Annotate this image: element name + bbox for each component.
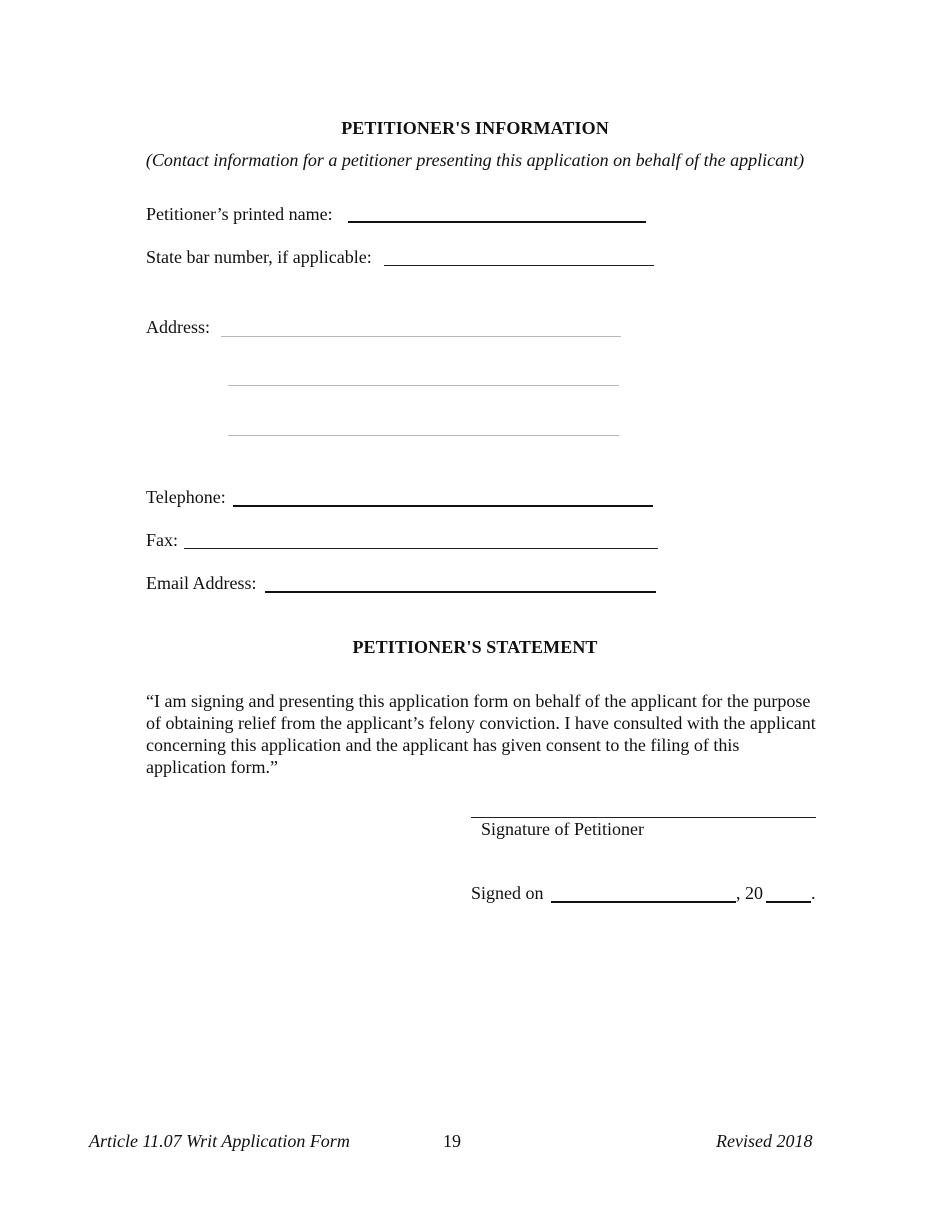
email-field[interactable]: [265, 591, 656, 593]
signed-on-label: Signed on: [471, 883, 544, 903]
signed-on-date-field[interactable]: [551, 901, 736, 903]
printed-name-label: Petitioner’s printed name:: [146, 204, 333, 224]
statement-text: “I am signing and presenting this application form on behalf of the applicant for the purpose of obtaining relief from the applicant’s felony conviction. I have consulted with the applicant concerning this application and the applicant has given consent to the filing of this application form.”: [146, 691, 816, 777]
telephone-field[interactable]: [233, 505, 653, 507]
address-label: Address:: [146, 317, 210, 337]
address-line-3-field[interactable]: [228, 435, 619, 436]
signed-on-year-field[interactable]: [766, 901, 811, 903]
signature-field[interactable]: [471, 817, 816, 818]
section-title-petitioner-statement: PETITIONER'S STATEMENT: [352, 637, 598, 657]
signature-label: Signature of Petitioner: [481, 819, 644, 839]
footer-revision: Revised 2018: [716, 1131, 813, 1151]
footer-page-number: 19: [443, 1131, 461, 1151]
section-title-petitioner-information: PETITIONER'S INFORMATION: [341, 118, 609, 138]
bar-number-field[interactable]: [384, 265, 654, 266]
section-subtitle: (Contact information for a petitioner presenting this application on behalf of the applicant): [145, 150, 805, 170]
printed-name-field[interactable]: [348, 221, 646, 223]
fax-label: Fax:: [146, 530, 179, 550]
telephone-label: Telephone:: [146, 487, 226, 507]
email-label: Email Address:: [146, 573, 257, 593]
bar-number-label: State bar number, if applicable:: [146, 247, 372, 267]
fax-field[interactable]: [184, 548, 658, 549]
address-line-2-field[interactable]: [228, 385, 619, 386]
footer-form-title: Article 11.07 Writ Application Form: [89, 1131, 350, 1151]
signed-on-period: .: [811, 883, 816, 903]
year-prefix-label: , 20: [736, 883, 763, 903]
address-line-1-field[interactable]: [221, 336, 621, 337]
